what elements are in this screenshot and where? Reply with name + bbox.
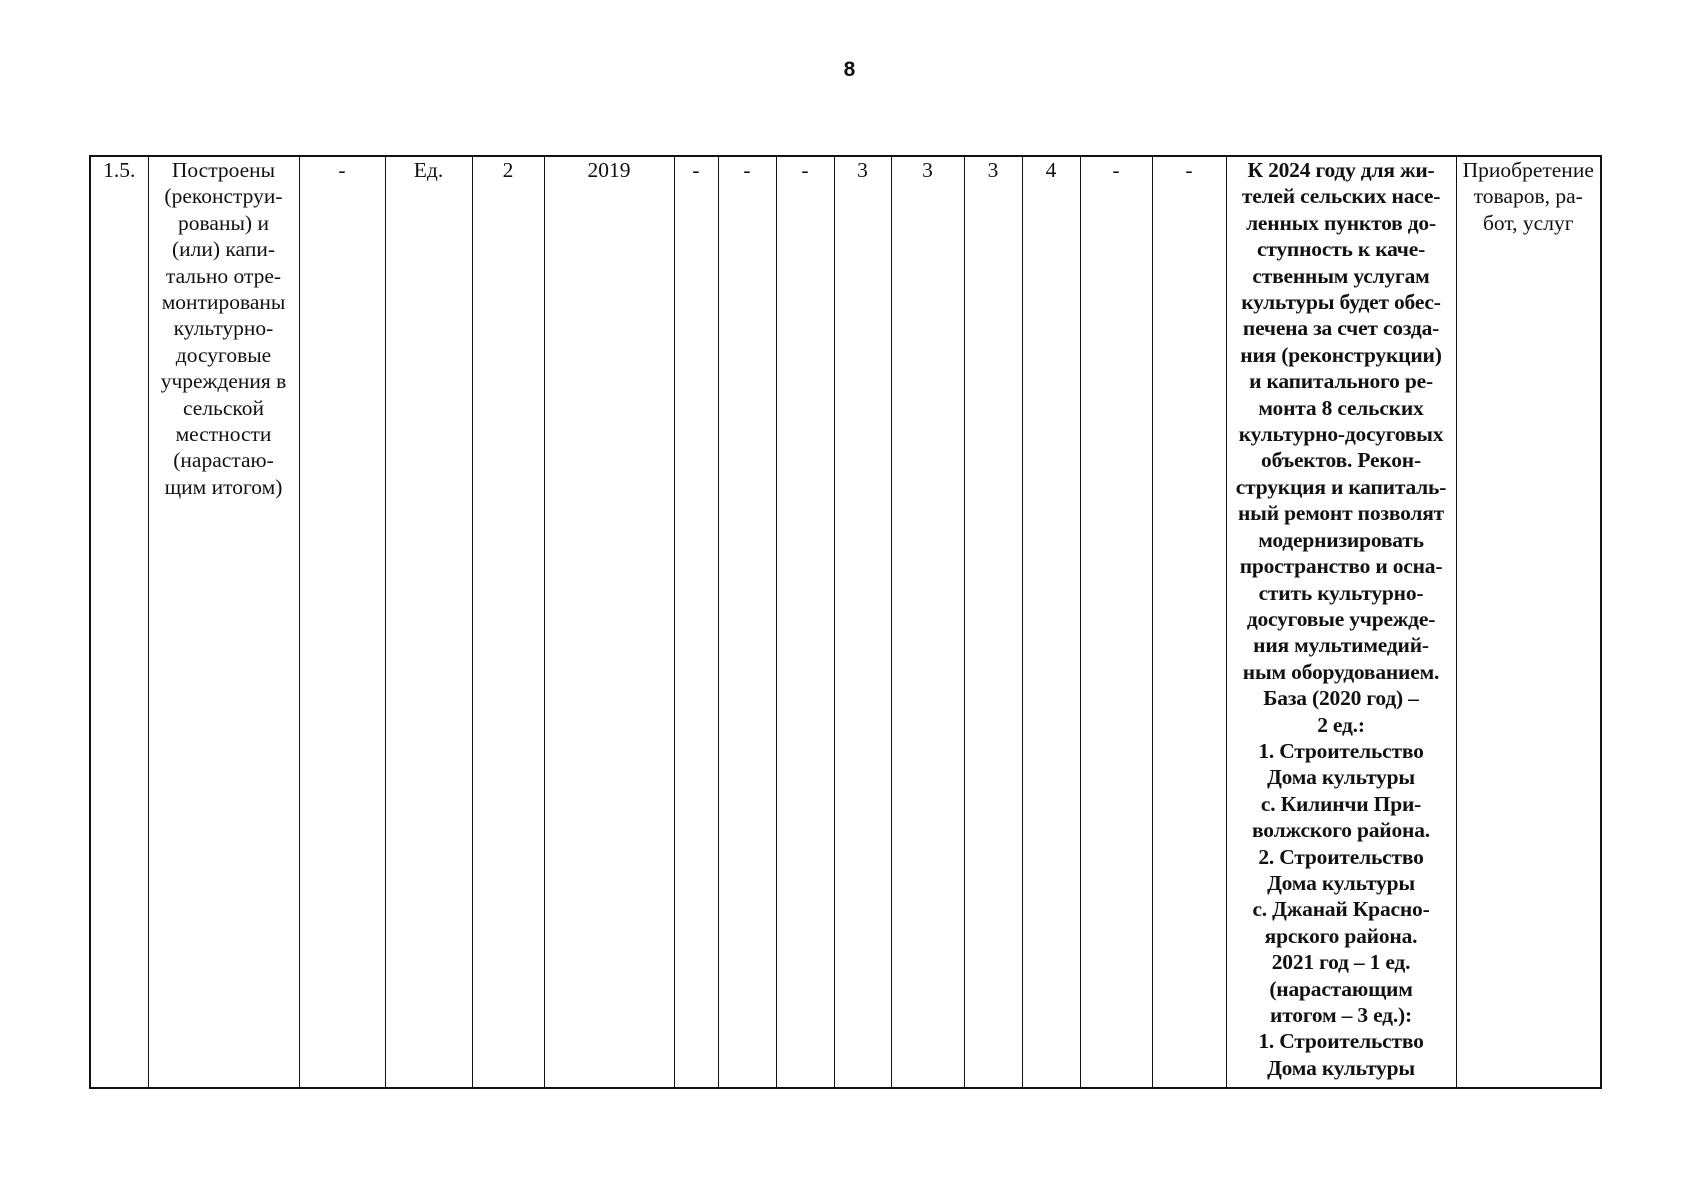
row-index-cell — [90, 156, 148, 1088]
col10-value: 3 — [857, 158, 868, 182]
col15-value: - — [1185, 158, 1193, 182]
unit-value: Ед. — [413, 158, 444, 182]
indicator-name: Построены (реконструи- рованы) и (или) капи- тально отре- монтированы культурно- досуговые учреждения в сельской местности (нарастаю- щим итогом) — [160, 158, 287, 499]
col11-value: 3 — [922, 158, 933, 182]
col9-value: - — [801, 158, 809, 182]
base-value-cell — [472, 156, 544, 1088]
col12-value: 3 — [987, 158, 999, 182]
col12-cell — [964, 156, 1022, 1088]
col3-value: - — [338, 158, 346, 182]
col8-value: - — [743, 158, 751, 182]
result-type: Приобретение товаров, ра- бот, услуг — [1462, 158, 1594, 235]
row-index: 1.5. — [103, 158, 136, 182]
col13-cell — [1022, 156, 1080, 1088]
base-year-cell — [544, 156, 674, 1088]
unit-cell — [385, 156, 472, 1088]
indicator-cell — [148, 156, 299, 1088]
description-cell — [1226, 156, 1456, 1088]
col14-cell — [1080, 156, 1152, 1088]
base-value: 2 — [502, 158, 514, 182]
result-type-cell — [1456, 156, 1601, 1088]
base-year: 2019 — [587, 158, 631, 182]
col8-cell — [718, 156, 776, 1088]
col15-cell — [1152, 156, 1226, 1088]
page-number: 8 — [843, 58, 856, 81]
col13-value: 4 — [1045, 158, 1057, 182]
col7-value: - — [692, 158, 700, 182]
col3-cell — [299, 156, 385, 1088]
indicator-table — [89, 155, 1602, 1089]
col9-cell — [776, 156, 834, 1088]
col14-value: - — [1112, 158, 1120, 182]
description-text: К 2024 году для жи- телей сельских насе- ленных пунктов до- ступность к каче- ственным услугам культуры будет обес- печена за счет созда- ния (реконструкции) и капитального ре- монта 8 сельских культурно-досуговых объектов. Рекон- струкция и капиталь- ный ремонт позволят модернизировать пространство и осна- стить культурно- досуговые учрежде- ния мультимедий- ным оборудованием. База (2020 год) – 2 ед.: 1. Строительство Дома культуры с. Килинчи При- волжского района. 2. Строительство Дома культуры с. Джанай Красно- ярского района. 2021 год – 1 ед. (нарастающим итогом – 3 ед.): 1. Строительство Дома культуры — [1235, 158, 1447, 1080]
col10-cell — [834, 156, 891, 1088]
col11-cell — [891, 156, 964, 1088]
table-row — [90, 156, 1601, 1088]
col7-cell — [674, 156, 718, 1088]
